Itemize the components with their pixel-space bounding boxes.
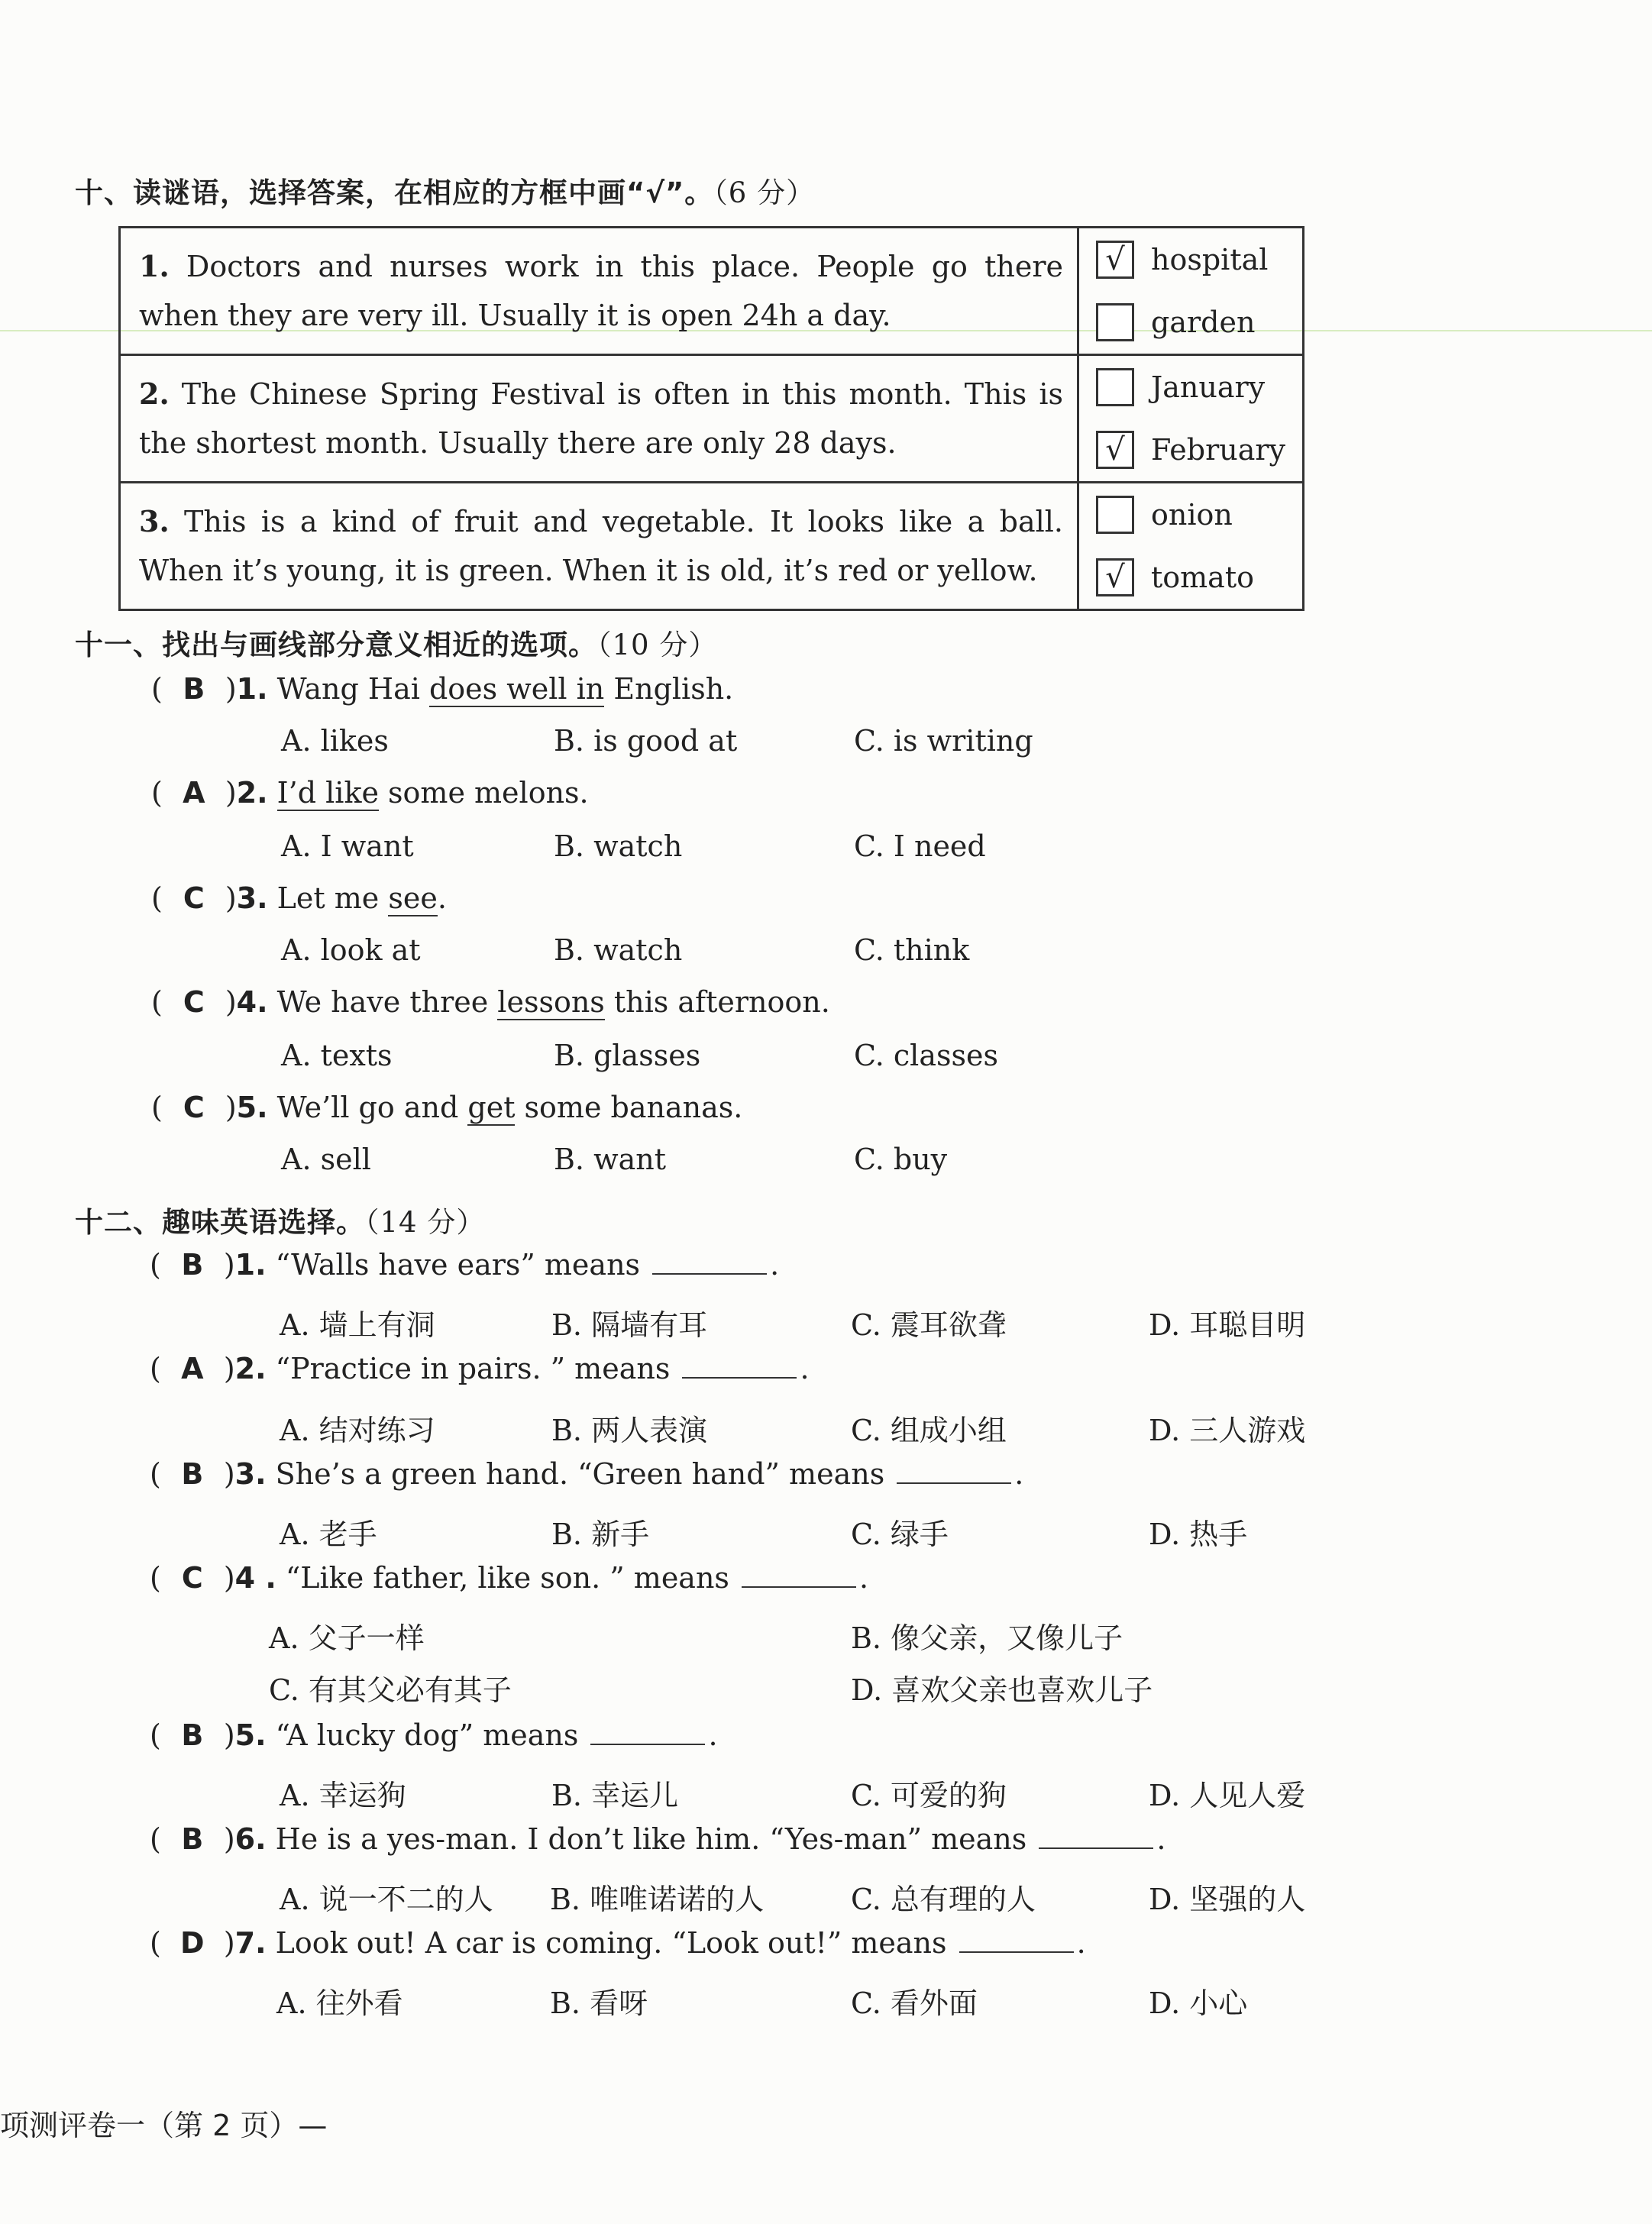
choice-c: C. 震耳欲聋 [851,1308,1007,1342]
answer-slot[interactable]: D [180,1926,205,1960]
answer-blank[interactable] [742,1563,856,1588]
answer-blank[interactable] [682,1354,797,1379]
riddle-table [118,226,1304,611]
riddle-option[interactable] [1096,483,1302,546]
choice-a: A. texts [281,1039,393,1072]
option-label: onion [1151,498,1233,532]
question-number: 5. [234,1718,267,1752]
question-item: ( B )1. Wang Hai does well in English. [151,672,734,706]
choice-d: D. 人见人爱 [1149,1779,1306,1812]
riddle-option[interactable] [1096,291,1302,354]
choice-c: C. 组成小组 [851,1414,1007,1447]
underlined-phrase: get [467,1091,516,1124]
riddle-row [120,483,1304,610]
section12-title-text: 十二、趣味英语选择。 [75,1206,365,1239]
answer-blank[interactable] [590,1721,705,1745]
option-label: tomato [1151,561,1254,594]
riddle-options [1078,228,1304,355]
underlined-phrase: see [388,881,438,915]
question-item: ( C )4 . “Like father, like son. ” means . [150,1561,869,1595]
page-footer: 项测评卷一（第 2 页）— [0,2109,328,2142]
underlined-phrase: I’d like [276,776,379,810]
question-item: ( C )3. Let me see. [151,881,447,915]
question-number: 1. [234,1248,267,1282]
answer-slot[interactable]: A [183,776,205,810]
section11-title-text: 十一、找出与画线部分意义相近的选项。 [75,629,597,661]
option-label: February [1151,433,1286,467]
answer-slot[interactable]: B [183,672,205,706]
choice-b: B. glasses [554,1039,701,1072]
riddle-question [120,483,1078,610]
choice-c: C. is writing [854,724,1033,758]
choice-c: C. 总有理的人 [851,1883,1036,1916]
answer-slot[interactable]: B [181,1248,204,1282]
question-number: 2. [234,1352,267,1385]
option-label: hospital [1151,243,1269,276]
choice-b: B. is good at [554,724,738,758]
choice-b: B. 唯唯诺诺的人 [550,1883,765,1916]
checkbox[interactable]: √ [1096,241,1134,279]
choice-a: A. 幸运狗 [280,1779,406,1812]
riddle-option[interactable] [1096,356,1302,419]
riddle-text: Doctors and nurses work in this place. People go there when they are very ill. Usually it is open 24h a day. [139,250,1063,332]
option-label: January [1151,370,1266,404]
question-number: 3. [236,881,268,915]
section10-points: （6 分） [713,176,816,209]
choice-a: A. I want [281,829,414,863]
question-item: ( B )1. “Walls have ears” means . [150,1248,780,1282]
choice-d: D. 耳聪目明 [1149,1308,1306,1342]
question-item: ( A )2. I’d like some melons. [151,776,589,810]
answer-slot[interactable]: A [181,1352,204,1385]
answer-slot[interactable]: C [183,985,205,1019]
option-label: garden [1151,305,1256,339]
choice-a: A. 父子一样 [269,1621,425,1655]
question-item: ( B )6. He is a yes-man. I don’t like him. “Yes-man” means . [150,1822,1166,1856]
choice-d: D. 三人游戏 [1149,1414,1306,1447]
question-number: 1. [236,672,268,706]
choice-b: B. want [554,1143,667,1176]
riddle-number: 3. [139,504,170,538]
choice-c: C. 可爱的狗 [851,1779,1007,1812]
riddle-text: The Chinese Spring Festival is often in this month. This is the shortest month. Usually there are only 28 days. [139,377,1063,460]
choice-a: A. 结对练习 [280,1414,435,1447]
choice-b: B. watch [554,829,683,863]
choice-c: C. 有其父必有其子 [269,1673,512,1707]
underlined-phrase: lessons [497,985,605,1019]
question-number: 2. [236,776,268,810]
question-item: ( C )4. We have three lessons this afternoon. [151,985,830,1019]
question-item: ( C )5. We’ll go and get some bananas. [151,1091,743,1124]
question-item: ( B )3. She’s a green hand. “Green hand” means . [150,1457,1024,1491]
choice-c: C. I need [854,829,986,863]
choice-c: C. 绿手 [851,1518,949,1551]
choice-b: B. 看呀 [550,1986,648,2020]
choice-b: B. 幸运儿 [551,1779,679,1812]
choice-a: A. 墙上有洞 [280,1308,435,1342]
choice-a: A. 说一不二的人 [280,1883,493,1916]
choice-d: D. 喜欢父亲也喜欢儿子 [851,1673,1153,1707]
checkbox[interactable]: √ [1096,431,1134,469]
checkbox[interactable] [1096,303,1134,341]
riddle-option[interactable] [1096,419,1302,481]
question-number: 3. [234,1457,267,1491]
question-number: 4. [236,985,268,1019]
riddle-option[interactable] [1096,228,1302,291]
section12-points: （14 分） [365,1206,486,1239]
choice-a: A. look at [281,933,421,967]
riddle-text: This is a kind of fruit and vegetable. It looks like a ball. When it’s young, it is green. When it is old, it’s red or yellow. [139,505,1063,587]
choice-d: D. 坚强的人 [1149,1883,1306,1916]
choice-c: C. 看外面 [851,1986,978,2020]
answer-blank[interactable] [652,1250,767,1275]
section12-title [75,1199,485,1240]
question-item: ( A )2. “Practice in pairs. ” means . [150,1352,810,1385]
choice-c: C. buy [854,1143,948,1176]
choice-b: B. 像父亲，又像儿子 [851,1621,1123,1655]
question-item: ( D )7. Look out! A car is coming. “Look out!” means . [150,1926,1086,1960]
answer-blank[interactable] [897,1460,1011,1484]
riddle-options [1078,483,1304,610]
choice-b: B. 新手 [551,1518,650,1551]
choice-a: A. sell [281,1143,371,1176]
riddle-row [120,355,1304,483]
answer-slot[interactable]: C [181,1561,203,1595]
choice-c: C. classes [854,1039,998,1072]
answer-slot[interactable]: B [181,1822,204,1856]
question-number: 6. [234,1822,267,1856]
question-number: 5. [236,1091,268,1124]
choice-c: C. think [854,933,970,967]
section11-title [75,622,717,663]
riddle-options [1078,355,1304,483]
checkbox[interactable] [1096,368,1134,406]
riddle-row [120,228,1304,355]
choice-a: A. likes [281,724,389,758]
question-item: ( B )5. “A lucky dog” means . [150,1718,718,1752]
section10-title [75,170,815,211]
answer-slot[interactable]: C [183,1091,205,1124]
choice-b: B. watch [554,933,683,967]
answer-slot[interactable]: B [181,1457,204,1491]
choice-a: A. 往外看 [276,1986,403,2020]
choice-d: D. 小心 [1149,1986,1248,2020]
choice-b: B. 两人表演 [551,1414,708,1447]
answer-slot[interactable]: B [181,1718,204,1752]
riddle-option[interactable] [1096,546,1302,609]
section11-points: （10 分） [597,629,718,661]
checkbox[interactable] [1096,496,1134,534]
answer-slot[interactable]: C [183,881,205,915]
question-number: 7. [234,1926,267,1960]
section10-title-text: 十、读谜语，选择答案，在相应的方框中画“√”。 [75,176,714,209]
underlined-phrase: does well in [428,672,605,706]
answer-blank[interactable] [959,1928,1074,1953]
choice-d: D. 热手 [1149,1518,1248,1551]
riddle-question [120,355,1078,483]
question-number: 4 . [234,1561,276,1595]
checkbox[interactable]: √ [1096,558,1134,596]
choice-b: B. 隔墙有耳 [551,1308,708,1342]
answer-blank[interactable] [1039,1825,1153,1849]
riddle-number: 2. [139,377,170,411]
choice-a: A. 老手 [280,1518,377,1551]
riddle-question [120,228,1078,355]
riddle-number: 1. [139,249,170,283]
